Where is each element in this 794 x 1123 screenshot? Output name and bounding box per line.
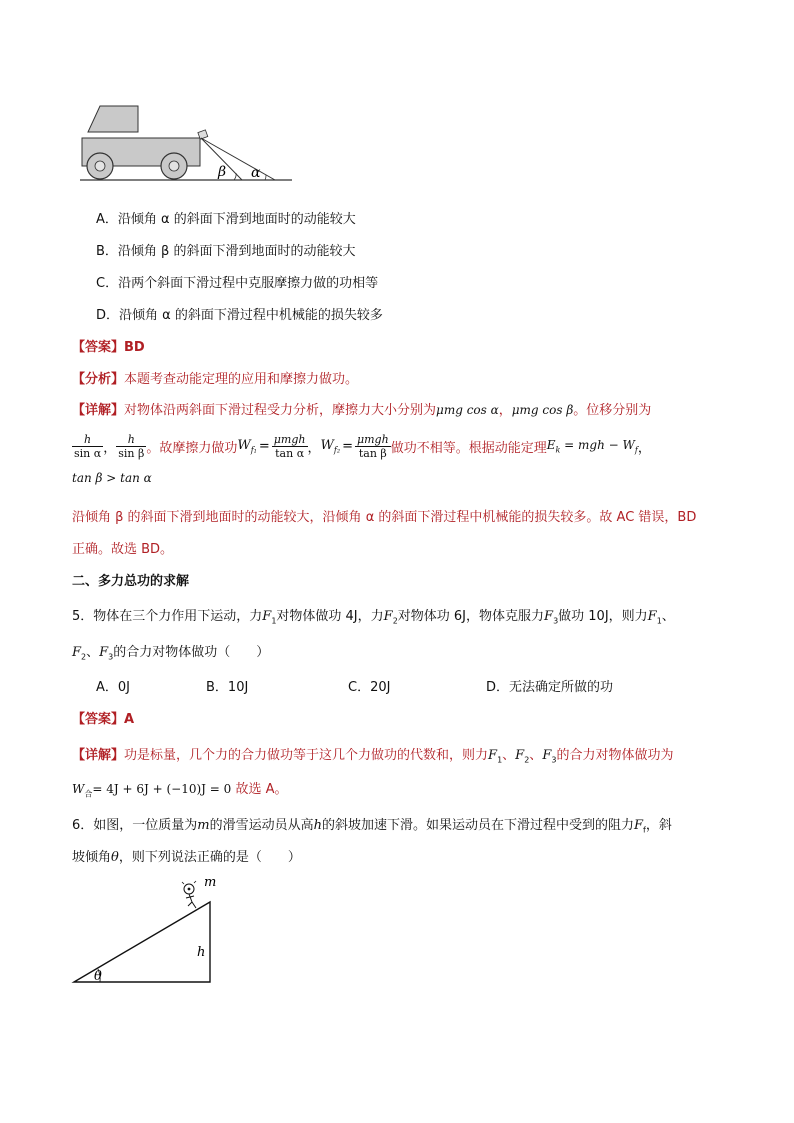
- q5-detail-line-2: $W_合= 4J + 6J + (-10)J = 0$ 故选 A。: [72, 782, 288, 799]
- detail-line-2: [72, 426, 651, 466]
- block: [198, 130, 208, 139]
- skier-body: [186, 894, 196, 908]
- option-a: A．沿倾角 α 的斜面下滑到地面时的动能较大: [96, 212, 356, 227]
- option-d: D．沿倾角 α 的斜面下滑过程中机械能的损失较多: [96, 308, 383, 323]
- equals: =: [342, 438, 353, 454]
- comma: ，: [637, 440, 651, 456]
- truck-ramp-figure: [70, 100, 300, 185]
- w1: $W_{f_1}$: [237, 437, 257, 455]
- q5-stem-1: 5．物体在三个力作用下运动，力$F_1$对物体做功 4J，力$F_2$对物体功 6J，物体克服力$F_3$做功 10J，则力$F_1$、: [72, 609, 675, 626]
- analysis-text: 本题考查动能定理的应用和摩擦力做功。: [124, 372, 359, 387]
- analysis-tag: 【分析】: [72, 372, 125, 387]
- ramp-alpha: [201, 138, 275, 180]
- answer-tag: 【答案】: [72, 340, 125, 355]
- conclusion-2: 正确。故选 BD。: [72, 542, 174, 557]
- fraction-h-sin-b: $\frac{h}{\text{sin β}}$: [118, 432, 145, 460]
- comma: ，: [498, 403, 512, 418]
- alpha-label: α: [251, 165, 261, 181]
- option-b: B．沿倾角 β 的斜面下滑到地面时的动能较大: [96, 244, 356, 259]
- equals: =: [258, 438, 270, 454]
- q6-stem-2: 坡倾角θ，则下列说法正确的是（ ）: [72, 850, 301, 865]
- ek-formula: $E_k$ = mgh − $W_f$: [546, 437, 638, 455]
- theta-label: θ: [94, 969, 102, 984]
- comma: ，: [103, 440, 117, 456]
- height-label: h: [197, 945, 206, 960]
- fraction-h-sin-a: $\frac{h}{\text{sin α}}$: [74, 432, 102, 460]
- truck-cab: [88, 106, 138, 132]
- option-c: C．沿两个斜面下滑过程中克服摩擦力做的功相等: [96, 276, 379, 291]
- q5-option-a: A．0J: [96, 680, 130, 695]
- q5-option-c: C．20J: [348, 680, 391, 695]
- fraction-w1: $\frac{\text{μmgh}}{\text{tan α}}$: [273, 432, 306, 460]
- q5-option-d: D．无法确定所做的功: [486, 680, 614, 695]
- fraction-w2: $\frac{\text{μmgh}}{\text{tan β}}$: [356, 432, 389, 460]
- q5-stem-2: $F_2$、$F_3$的合力对物体做功（ ）: [72, 645, 270, 662]
- inequality: tan β > tan α: [72, 471, 152, 485]
- unequal-text: 做功不相等。根据动能定理: [390, 440, 547, 456]
- analysis-line: [72, 368, 358, 387]
- comma: ，: [307, 440, 321, 456]
- q5-option-b: B．10J: [206, 680, 249, 695]
- detail-line-1: [72, 399, 651, 418]
- w2: $W_{f_2}$: [320, 437, 341, 455]
- slope-figure: [70, 872, 230, 987]
- answer-line: [72, 336, 145, 355]
- work-label: 。故摩擦力做功: [146, 440, 238, 456]
- q5-answer-line: 【答案】A: [72, 712, 135, 727]
- conclusion-1: 沿倾角 β 的斜面下滑到地面时的动能较大，沿倾角 α 的斜面下滑过程中机械能的损失较多。故 AC 错误，BD: [72, 510, 697, 525]
- mass-label: m: [204, 875, 217, 890]
- beta-label: β: [218, 164, 227, 180]
- section-2-title: 二、多力总功的求解: [72, 574, 190, 589]
- displacement-label: 。位移分别为: [573, 403, 652, 418]
- friction-1: μmg cos α: [436, 403, 499, 417]
- detail-tag: 【详解】: [72, 403, 125, 418]
- q6-stem-1: 6．如图，一位质量为m的滑雪运动员从高h的斜坡加速下滑。如果运动员在下滑过程中受到的阻力$F_f$，斜: [72, 818, 672, 835]
- detail-text: 对物体沿两斜面下滑过程受力分析，摩擦力大小分别为: [124, 403, 437, 418]
- q5-detail-line-1: 【详解】功是标量，几个力的合力做功等于这几个力做功的代数和，则力$F_1$、$F_2$、$F_3$的合力对物体做功为: [72, 748, 674, 765]
- answer-value: BD: [124, 340, 145, 355]
- friction-2: μmg cos β: [511, 403, 574, 417]
